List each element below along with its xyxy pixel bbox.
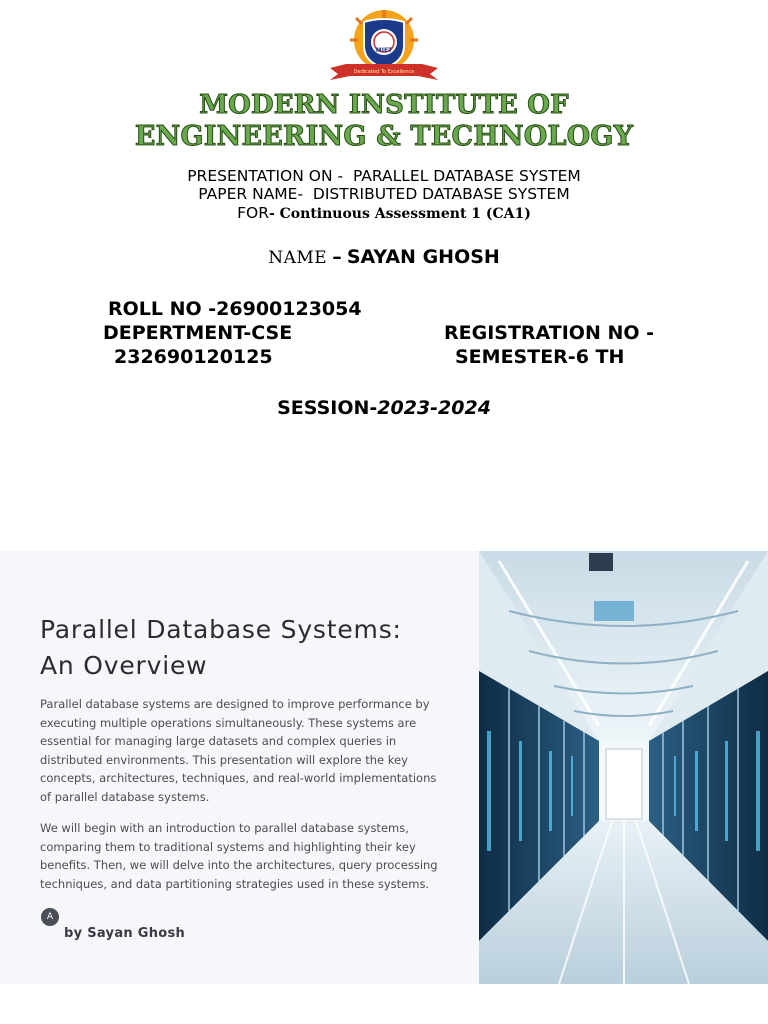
author-byline: by Sayan Ghosh xyxy=(64,926,186,941)
slide-title-line2: An Overview xyxy=(40,651,208,680)
paper-name-line xyxy=(0,185,768,204)
slide-paragraph-2: We will begin with an introduction to parallel database systems, comparing them to traditional systems and highlighting their key benefits. Then, we will delve into the architectures, query processing techniques, and data partitioning strategies used in these systems. xyxy=(40,821,438,891)
for-line xyxy=(0,204,768,224)
institute-name-line2: ENGINEERING & TECHNOLOGY xyxy=(134,121,634,152)
slide-title xyxy=(40,612,402,684)
name-label: NAME xyxy=(268,248,328,268)
session-label: SESSION- xyxy=(277,397,378,419)
student-name: SAYAN GHOSH xyxy=(346,246,500,268)
paper-name-label: PAPER NAME- xyxy=(198,185,304,203)
slide-title-line1: Parallel Database Systems: xyxy=(40,615,402,644)
slide-paragraph-1: Parallel database systems are designed to improve performance by executing multiple operations simultaneously. These systems are essential for managing large datasets and complex queries in distributed environments. This presentation will explore the key concepts, architectures, techniques, and real-world implementations of parallel database systems. xyxy=(40,697,437,804)
datacenter-corridor-image xyxy=(479,551,768,984)
registration-number: 232690120125 xyxy=(114,346,273,368)
for-value: - Continuous Assessment 1 (CA1) xyxy=(268,206,531,222)
presentation-on-value: PARALLEL DATABASE SYSTEM xyxy=(352,167,581,185)
institute-logo xyxy=(326,10,442,82)
presentation-on-label: PRESENTATION ON - xyxy=(187,167,344,185)
name-separator: – xyxy=(332,246,342,268)
semester: SEMESTER-6 TH xyxy=(455,346,625,368)
presentation-on-line xyxy=(0,167,768,186)
logo-banner-text: Dedicated To Excellence xyxy=(353,69,415,75)
roll-no: ROLL NO -26900123054 xyxy=(108,298,362,320)
author-avatar: A xyxy=(41,908,59,926)
department: DEPERTMENT-CSE xyxy=(103,322,293,344)
session-line xyxy=(0,397,768,419)
logo-text: MIET xyxy=(375,47,393,54)
registration-label: REGISTRATION NO - xyxy=(444,322,655,344)
student-name-line xyxy=(0,246,768,268)
for-label: FOR xyxy=(237,204,269,222)
session-value: 2023-2024 xyxy=(377,397,491,419)
paper-name-value: DISTRIBUTED DATABASE SYSTEM xyxy=(312,185,570,203)
institute-name-line1: MODERN INSTITUTE OF xyxy=(199,90,569,120)
